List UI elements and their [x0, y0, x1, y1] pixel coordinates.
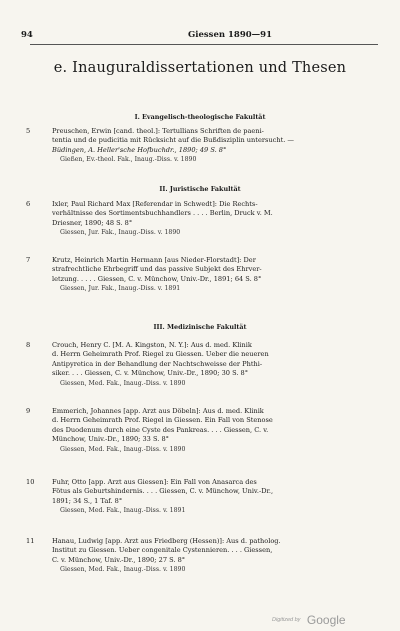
entry-line: verhältnisse des Sortimentsbuchhandlers . . . . Berlin, Druck v. M. [52, 209, 273, 218]
entry-number: 5 [26, 127, 31, 135]
entry-note: Giessen, Med. Fak., Inaug.-Diss. v. 1890 [60, 379, 186, 387]
entry-number: 7 [26, 256, 31, 264]
entry-line: Antipyretica in der Behandlung der Nachtschweisse der Phthi- [52, 359, 263, 368]
entry-line: strafrechtliche Ehrbegriff und das passive Subjekt des Ehrver- [52, 265, 262, 274]
header-rule [30, 44, 378, 45]
dissertation-entry [26, 407, 386, 454]
entry-note: Giessen, Med. Fak., Inaug.-Diss. v. 1890 [60, 445, 186, 453]
entry-line: letzung. . . . . Giessen, C. v. Münchow, Univ.-Dr., 1891; 64 S. 8° [52, 274, 262, 283]
entry-line: Münchow, Univ.-Dr., 1890; 33 S. 8° [52, 435, 169, 444]
entry-line: Hanau, Ludwig [app. Arzt aus Friedberg (Hessen)]: Aus d. patholog. [52, 537, 281, 545]
google-watermark [272, 611, 346, 629]
dissertation-entry [26, 341, 386, 388]
dissertation-entry [26, 537, 386, 575]
entry-note: Giessen, Med. Fak., Inaug.-Diss. v. 1890 [60, 566, 186, 574]
section-title: e. Inauguraldissertationen und Thesen [53, 60, 347, 76]
entry-line: des Duodenum durch eine Cyste des Pankreas. . . . Giessen, C. v. [52, 425, 269, 434]
entry-line: Crouch, Henry C. [M. A. Kingston, N. Y.]: Aus d. med. Klinik [52, 341, 252, 349]
dissertation-entry [26, 478, 386, 516]
entry-number: 6 [26, 200, 31, 208]
page-number: 94 [21, 30, 33, 40]
entry-line: siker. . . . Giessen, C. v. Münchow, Univ.-Dr., 1890; 30 S. 8° [52, 369, 249, 378]
entry-line: Preuschen, Erwin [cand. theol.]: Tertullians Schriften de paeni- [52, 127, 264, 135]
entry-line: C. v. Münchow, Univ.-Dr., 1890; 27 S. 8° [52, 555, 186, 564]
entry-note: Gießen, Ev.-theol. Fak., Inaug.-Diss. v. 1890 [60, 156, 197, 164]
entry-number: 9 [26, 407, 31, 415]
entry-number: 10 [26, 478, 35, 486]
entry-note: Giessen, Med. Fak., Inaug.-Diss. v. 1891 [60, 507, 186, 515]
entry-line: Krutz, Heinrich Martin Hermann [aus Nieder-Florstadt]: Der [52, 256, 256, 264]
entry-line: Fötus als Geburtshindernis. . . . Giessen, C. v. Münchow, Univ.-Dr., [52, 487, 274, 496]
entry-note: Giessen, Jur. Fak., Inaug.-Diss. v. 1890 [60, 229, 181, 237]
faculty-heading-law: II. Juristische Fakultät [159, 185, 241, 193]
entry-line: Büdingen, A. Heller'sche Hofbuchdr., 1890; 49 S. 8° [52, 145, 227, 154]
entry-number: 11 [26, 537, 35, 545]
entry-line: tentia und de pudicitia mit Rücksicht auf die Bußdisziplin untersucht. — [52, 136, 295, 145]
dissertation-entry [26, 256, 386, 294]
dissertation-entry [26, 127, 386, 165]
entry-line: d. Herrn Geheimrath Prof. Riegel zu Giessen. Ueber die neueren [52, 350, 269, 359]
entry-number: 8 [26, 341, 31, 349]
entry-line: Driesner, 1890; 48 S. 8° [52, 218, 133, 227]
dissertation-entry [26, 200, 386, 238]
entry-line: d. Herrn Geheimrath Prof. Riegel in Giessen. Ein Fall von Stenose [52, 416, 273, 425]
faculty-heading-medicine: III. Medizinische Fakultät [153, 323, 247, 331]
entry-line: 1891; 34 S., 1 Taf. 8° [52, 496, 123, 505]
entry-line: Fuhr, Otto [app. Arzt aus Giessen]: Ein Fall von Anasarca des [52, 478, 257, 486]
google-logo: Google [306, 612, 346, 627]
faculty-heading-theology: I. Evangelisch-theologische Fakultät [134, 113, 266, 121]
entry-note: Giessen, Jur. Fak., Inaug.-Diss. v. 1891 [60, 285, 181, 293]
entry-line: Institut zu Giessen. Ueber congenitale Cystennieren. . . . Giessen, [52, 546, 273, 555]
entry-line: Emmerich, Johannes [app. Arzt aus Döbeln]: Aus d. med. Klinik [52, 407, 264, 415]
entry-line: Ixler, Paul Richard Max [Referendar in Schwedt]: Die Rechts- [52, 200, 258, 208]
digitized-by-label: Digitized by [272, 616, 301, 623]
running-head: Giessen 1890—91 [188, 30, 272, 40]
